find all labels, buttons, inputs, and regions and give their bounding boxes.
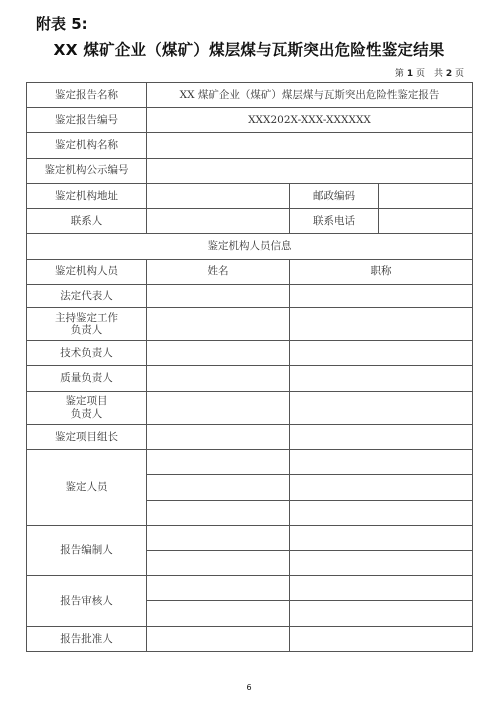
role-staff: 鉴定人员 <box>27 450 147 526</box>
contact-label: 联系人 <box>27 209 147 234</box>
postal-code-label: 邮政编码 <box>290 183 379 208</box>
title-cell[interactable] <box>290 284 473 307</box>
title-cell[interactable] <box>290 626 473 651</box>
role-legal-rep: 法定代表人 <box>27 284 147 307</box>
name-cell[interactable] <box>147 450 290 475</box>
table-row <box>27 108 473 133</box>
title-cell[interactable] <box>290 391 473 424</box>
table-row <box>27 234 473 259</box>
personnel-section-header: 鉴定机构人员信息 <box>27 234 473 259</box>
title-cell[interactable] <box>290 450 473 475</box>
postal-code-value[interactable] <box>379 183 473 208</box>
result-form-table <box>26 82 473 652</box>
name-cell[interactable] <box>147 525 290 550</box>
agency-address-value[interactable] <box>147 183 290 208</box>
phone-value[interactable] <box>379 209 473 234</box>
page-mid: 页 共 <box>415 69 443 79</box>
role-chief <box>27 307 147 340</box>
name-cell[interactable] <box>147 424 290 449</box>
table-row <box>27 626 473 651</box>
appendix-label: 附表 5: <box>36 15 88 33</box>
agency-name-label: 鉴定机构名称 <box>27 133 147 158</box>
table-row <box>27 366 473 391</box>
name-cell[interactable] <box>147 475 290 500</box>
title-cell[interactable] <box>290 576 473 601</box>
role-project-line-2: 负责人 <box>70 407 103 420</box>
title-cell[interactable] <box>290 366 473 391</box>
role-quality: 质量负责人 <box>27 366 147 391</box>
name-cell[interactable] <box>147 601 290 626</box>
role-approver: 报告批准人 <box>27 626 147 651</box>
name-cell[interactable] <box>147 307 290 340</box>
title-cell[interactable] <box>290 525 473 550</box>
table-row <box>27 158 473 183</box>
agency-public-number-value[interactable] <box>147 158 473 183</box>
name-cell[interactable] <box>147 284 290 307</box>
role-leader: 鉴定项目组长 <box>27 424 147 449</box>
agency-address-label: 鉴定机构地址 <box>27 183 147 208</box>
personnel-role-header: 鉴定机构人员 <box>27 259 147 284</box>
page-total: 2 <box>445 69 453 79</box>
report-name-value[interactable]: XX 煤矿企业（煤矿）煤层煤与瓦斯突出危险性鉴定报告 <box>147 83 473 108</box>
table-row <box>27 576 473 601</box>
table-row <box>27 307 473 340</box>
table-row <box>27 391 473 424</box>
page-prefix: 第 <box>394 69 404 79</box>
name-cell[interactable] <box>147 500 290 525</box>
role-project-line-1: 鉴定项目 <box>65 395 108 408</box>
page-suffix: 页 <box>454 69 464 79</box>
title-cell[interactable] <box>290 341 473 366</box>
agency-name-value[interactable] <box>147 133 473 158</box>
page-current: 1 <box>406 69 414 79</box>
page-number: 6 <box>246 683 252 692</box>
report-number-label: 鉴定报告编号 <box>27 108 147 133</box>
table-row <box>27 284 473 307</box>
table-row <box>27 341 473 366</box>
role-chief-line-2: 负责人 <box>70 324 103 337</box>
table-row <box>27 259 473 284</box>
table-row <box>27 525 473 550</box>
page-title: XX 煤矿企业（煤矿）煤层煤与瓦斯突出危险性鉴定结果 <box>53 41 445 59</box>
table-row <box>27 450 473 475</box>
name-cell[interactable] <box>147 626 290 651</box>
role-project <box>27 391 147 424</box>
role-chief-line-1: 主持鉴定工作 <box>55 311 118 324</box>
name-cell[interactable] <box>147 576 290 601</box>
personnel-title-header: 职称 <box>290 259 473 284</box>
page-count <box>395 66 464 79</box>
name-cell[interactable] <box>147 341 290 366</box>
table-row <box>27 183 473 208</box>
role-tech: 技术负责人 <box>27 341 147 366</box>
title-cell[interactable] <box>290 500 473 525</box>
name-cell[interactable] <box>147 391 290 424</box>
table-row <box>27 83 473 108</box>
role-compiler: 报告编制人 <box>27 525 147 575</box>
title-cell[interactable] <box>290 601 473 626</box>
title-cell[interactable] <box>290 551 473 576</box>
title-cell[interactable] <box>290 475 473 500</box>
report-number-value[interactable]: XXX202X-XXX-XXXXXX <box>147 108 473 133</box>
table-row <box>27 209 473 234</box>
name-cell[interactable] <box>147 366 290 391</box>
role-reviewer: 报告审核人 <box>27 576 147 626</box>
phone-label: 联系电话 <box>290 209 379 234</box>
agency-public-number-label: 鉴定机构公示编号 <box>27 158 147 183</box>
contact-value[interactable] <box>147 209 290 234</box>
title-cell[interactable] <box>290 307 473 340</box>
table-row <box>27 424 473 449</box>
name-cell[interactable] <box>147 551 290 576</box>
personnel-name-header: 姓名 <box>147 259 290 284</box>
title-cell[interactable] <box>290 424 473 449</box>
report-name-label: 鉴定报告名称 <box>27 83 147 108</box>
table-row <box>27 133 473 158</box>
